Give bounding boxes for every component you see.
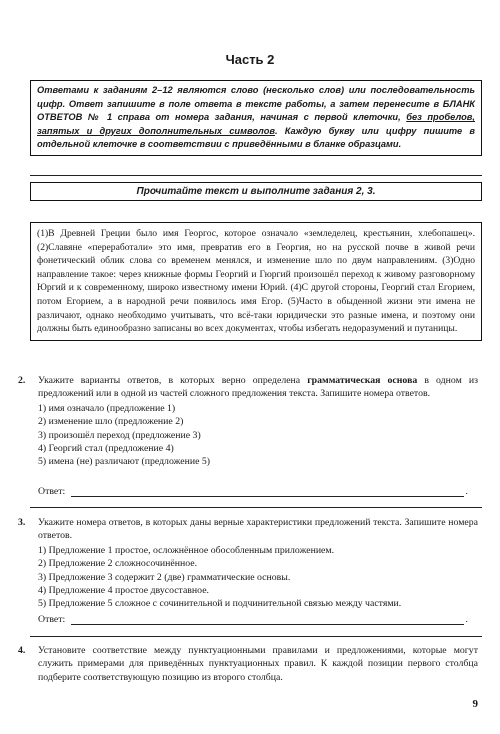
option-item: 3) произошёл переход (предложение 3): [38, 429, 201, 441]
option-item: 4) Георгий стал (предложение 4): [38, 443, 174, 455]
instructions-text: Ответами к заданиям 2–12 являются слово (несколько слов) или последовательность цифр. Ответ запишите в поле ответа в тексте работы, а затем перенесите в БЛАНК ОТВЕТОВ № 1 справа от номера задания, начиная с первой клеточки,: [37, 85, 475, 123]
question-text: Укажите варианты ответов, в которых верно определена: [38, 375, 308, 386]
task-4: [18, 644, 478, 684]
divider-task-3: [30, 636, 482, 637]
task-2: [18, 374, 478, 469]
option-item: 5) имена (не) различают (предложение 5): [38, 456, 211, 468]
task-3-answer[interactable]: [38, 614, 468, 625]
instructions-text-end: . Каждую букву или цифру пишите в отдельной клеточке в соответствии с приведёнными в бланке образцами.: [37, 125, 475, 150]
task-question: Установите соответствие между пунктуационными правилами и предложениями, которые могут служить примерами для приведённых пунктуационных правил. К каждой позиции первого столбца подберите соответствующую позицию из второго столбца.: [38, 645, 478, 683]
task-number: 2.: [18, 375, 26, 386]
divider-task-2: [30, 507, 482, 508]
answer-dot: .: [465, 486, 468, 497]
option-item: 5) Предложение 5 сложное с сочинительной и подчинительной связью между частями.: [38, 598, 402, 610]
part-title: Часть 2: [225, 52, 275, 67]
answer-dot: .: [465, 614, 468, 625]
instructions-box: [30, 80, 482, 156]
question-text-end: в одном из предложений или в одной из частей сложного предложения текста. Запишите номера ответов.: [38, 375, 478, 400]
answer-label: Ответ:: [38, 486, 66, 497]
reading-text-box: [30, 222, 482, 341]
page-number: 9: [472, 698, 478, 710]
task-number: 3.: [18, 517, 26, 528]
answer-line[interactable]: [71, 615, 463, 625]
question-bold-term: грамматическая основа: [307, 375, 418, 386]
options-list: [38, 544, 478, 611]
task-3: [18, 516, 478, 611]
task-number: 4.: [18, 645, 26, 656]
task-question: [38, 374, 478, 401]
task-2-answer[interactable]: [38, 486, 468, 497]
answer-line[interactable]: [71, 487, 463, 497]
option-item: 4) Предложение 4 простое двусоставное.: [38, 585, 209, 597]
read-header: Прочитайте текст и выполните задания 2, 3.: [30, 182, 482, 201]
option-item: 1) имя означало (предложение 1): [38, 402, 176, 414]
option-item: 2) Предложение 2 сложносочинённое.: [38, 558, 198, 570]
answer-label: Ответ:: [38, 614, 66, 625]
task-question: Укажите номера ответов, в которых даны верные характеристики предложений текста. Запишите номера ответов.: [38, 517, 478, 542]
options-list: [38, 402, 478, 469]
option-item: 2) изменение шло (предложение 2): [38, 416, 184, 428]
divider-top: [30, 175, 482, 176]
instructions-underlined: без пробелов, запятых и других дополнительных символов: [37, 112, 475, 136]
option-item: 3) Предложение 3 содержит 2 (две) грамматические основы.: [38, 571, 291, 583]
option-item: 1) Предложение 1 простое, осложнённое обособленным приложением.: [38, 544, 335, 556]
reading-text: (1)В Древней Греции было имя Георгос, которое означало «земледелец, крестьянин, хлебопашец». (2)Славяне «переработали» это имя, превратив его в Георгия, но на русской почве в живой речи фонетический облик слова со временем менялся, и изменение шло по двум направлениям. (3)Одно направление такое: через книжные формы Георгий и Гюргий произошёл переход к живому разговорному Юргий и к современному, широко известному имени Юрий. (4)С другой стороны, Георгий стал Егорием, потом Егорием, а в народной речи появилось имя Егор. (5)Часто в обыденной жизни эти имена не различают, однако необходимо учитывать, что всё-таки юридически это разные имена, и поэтому они должны быть единообразно записаны во всех документах, чтобы избегать недоразумений и путаницы.: [37, 228, 475, 335]
